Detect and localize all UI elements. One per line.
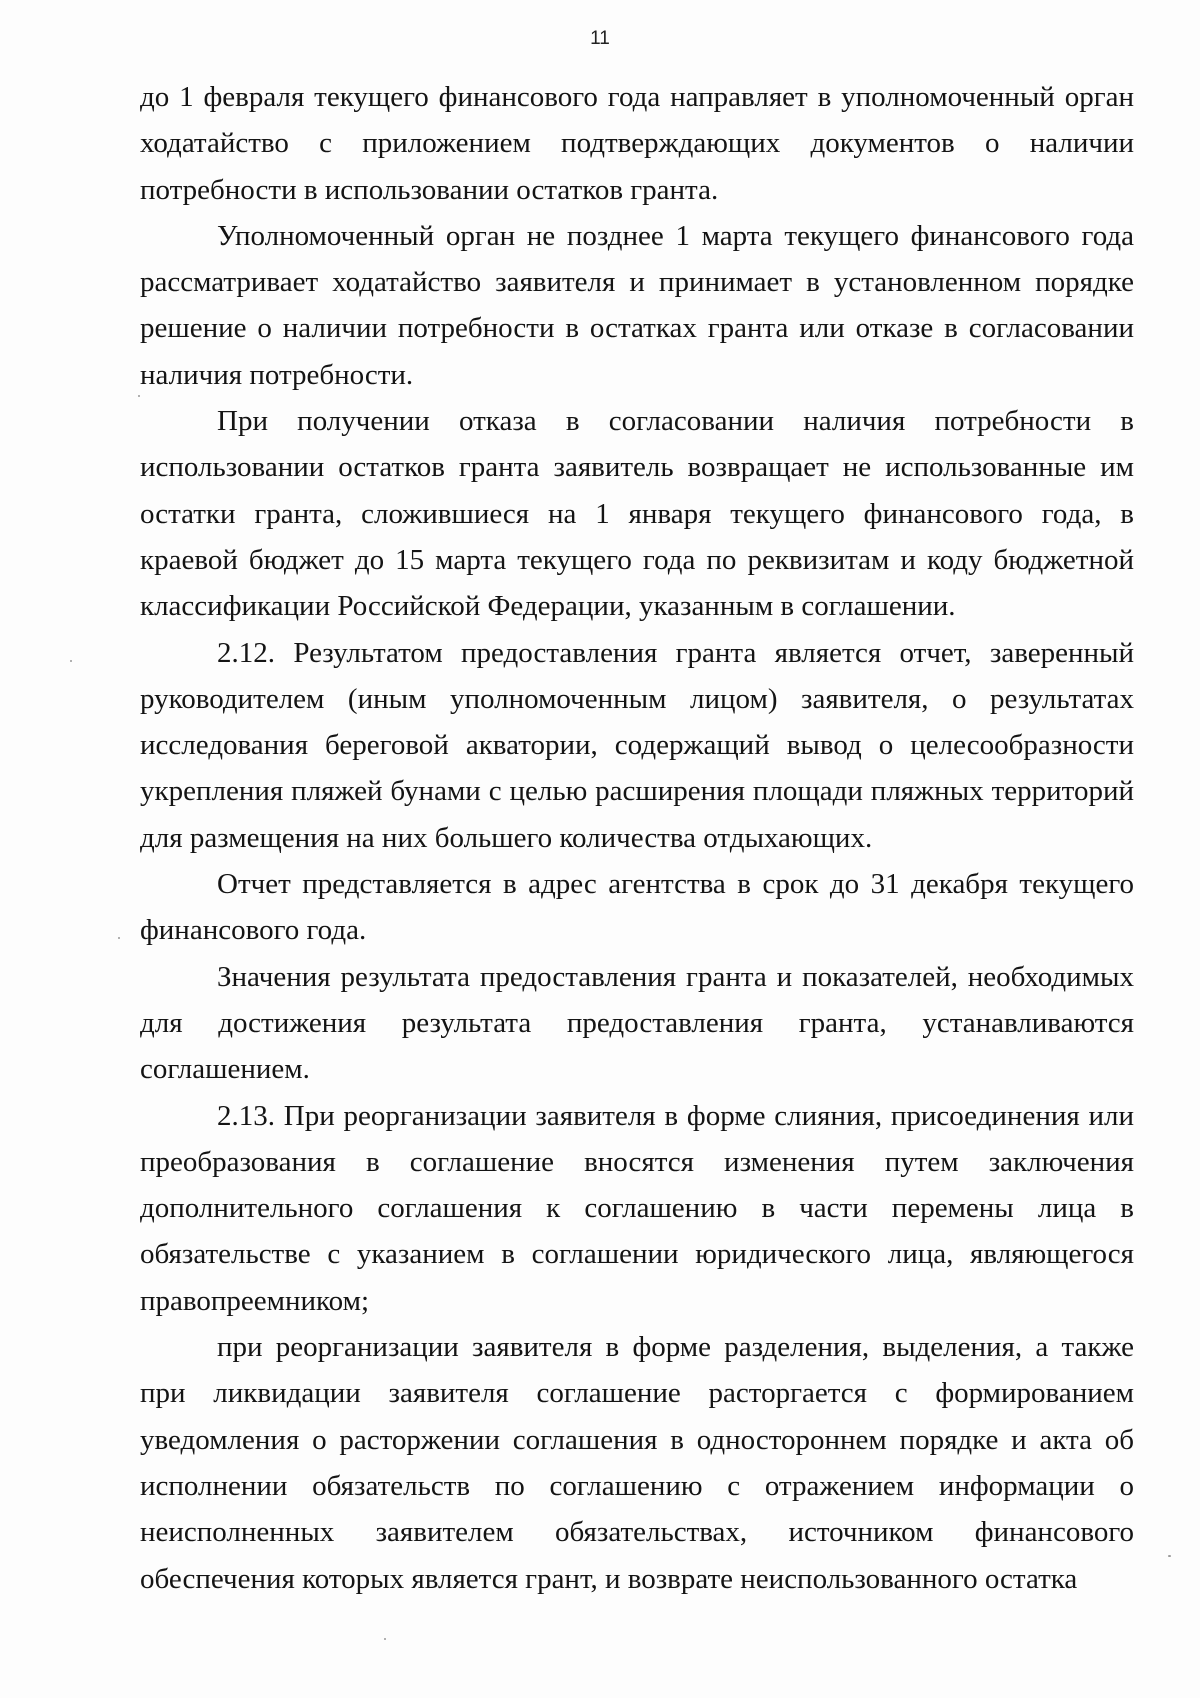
scan-speck [118, 937, 120, 939]
paragraph-2: Уполномоченный орган не позднее 1 марта текущего финансового года рассматривает ходатайство заявителя и принимает в установленном порядке решение о наличии потребности в остатках гранта или отказе в согласовании наличия потребности. [140, 219, 1134, 391]
scan-speck [1168, 1555, 1171, 1557]
document-body [140, 74, 1134, 1602]
paragraph-4: 2.12. Результатом предоставления гранта является отчет, заверенный руководителем (иным уполномоченным лицом) заявителя, о результатах исследования береговой акватории, содержащий вывод о целесообразности укрепления пляжей бунами с целью расширения площади пляжных территорий для размещения на них большего количества отдыхающих. [140, 636, 1134, 854]
paragraph-5: Отчет представляется в адрес агентства в срок до 31 декабря текущего финансового года. [140, 868, 1134, 947]
scan-speck [384, 1638, 386, 1640]
paragraph-1: до 1 февраля текущего финансового года направляет в уполномоченный орган ходатайство с приложением подтверждающих документов о наличии потребности в использовании остатков гранта. [140, 81, 1134, 206]
paragraph-8: при реорганизации заявителя в форме разделения, выделения, а также при ликвидации заявителя соглашение расторгается с формированием уведомления о расторжении соглашения в одностороннем порядке и акта об исполнении обязательств по соглашению с отражением информации о неисполненных заявителем обязательствах, источником финансового обеспечения которых является грант, и возврате неиспользованного остатка [140, 1331, 1134, 1595]
scan-speck [70, 660, 72, 662]
page-number: 11 [590, 28, 610, 49]
paragraph-7: 2.13. При реорганизации заявителя в форме слияния, присоединения или преобразования в соглашение вносятся изменения путем заключения дополнительного соглашения к соглашению в части перемены лица в обязательстве с указанием в соглашении юридического лица, являющегося правопреемником; [140, 1099, 1134, 1317]
paragraph-6: Значения результата предоставления гранта и показателей, необходимых для достижения результата предоставления гранта, устанавливаются соглашением. [140, 960, 1134, 1086]
paragraph-3: При получении отказа в согласовании наличия потребности в использовании остатков гранта заявитель возвращает не использованные им остатки гранта, сложившиеся на 1 января текущего финансового года, в краевой бюджет до 15 марта текущего года по реквизитам и коду бюджетной классификации Российской Федерации, указанным в соглашении. [140, 405, 1134, 623]
scan-speck [138, 395, 140, 397]
